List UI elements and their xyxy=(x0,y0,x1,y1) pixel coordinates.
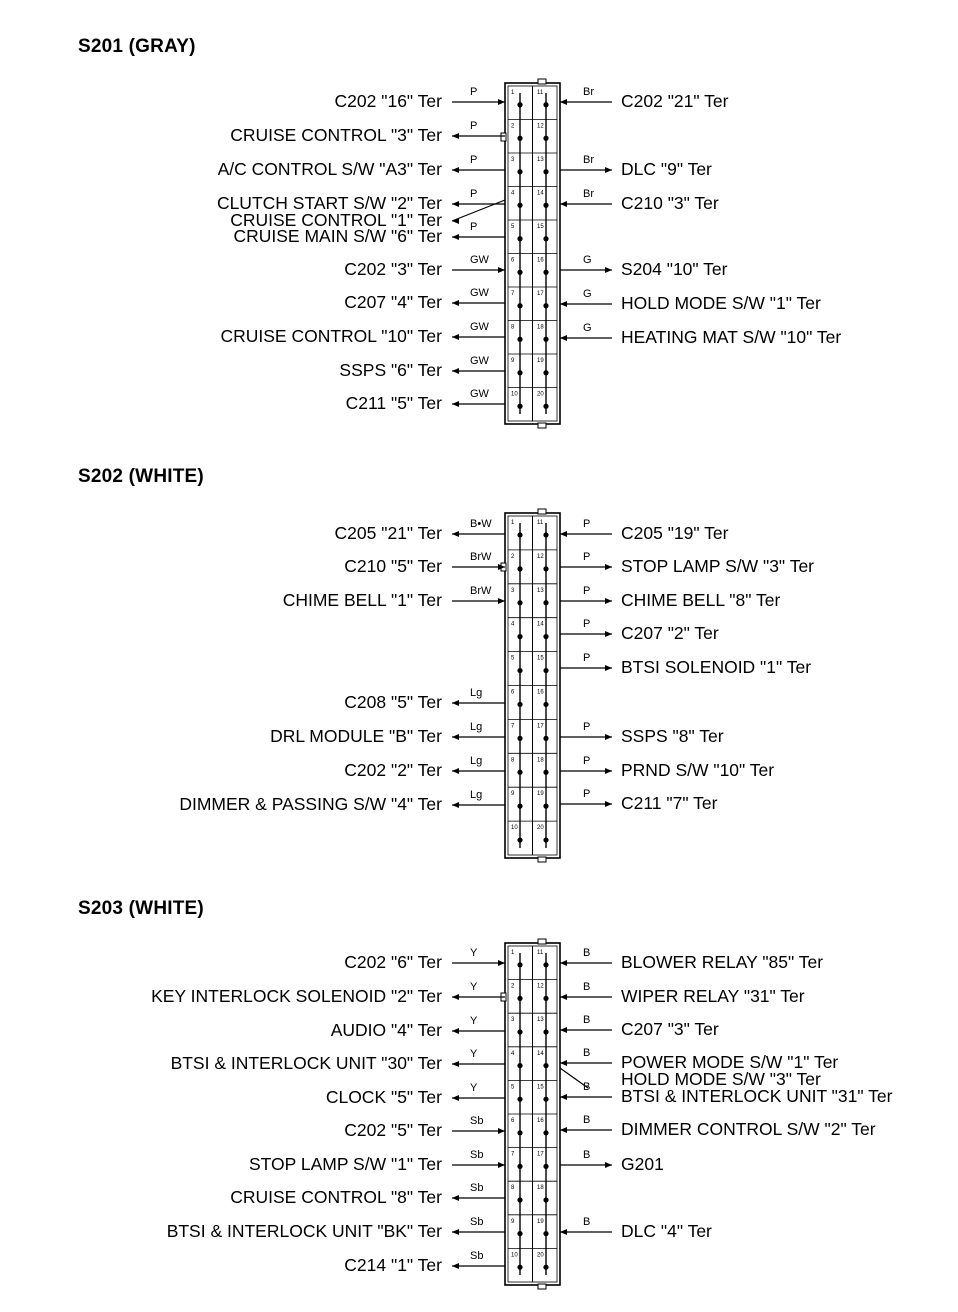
s201-right-label-2: C210 "3" Ter xyxy=(621,193,719,213)
cavity-number: 8 xyxy=(511,757,515,764)
cavity-number: 14 xyxy=(537,621,544,628)
cavity-number: 18 xyxy=(537,1185,544,1192)
s202-left-label-1: C210 "5" Ter xyxy=(344,556,442,576)
s203-right-label-1: WIPER RELAY "31" Ter xyxy=(621,986,805,1006)
arrow-out-icon xyxy=(452,531,459,537)
cavity-number: 19 xyxy=(537,791,544,798)
cavity-number: 10 xyxy=(511,825,518,832)
wire-color-code: B xyxy=(583,1047,591,1059)
arrow-in-icon xyxy=(560,301,567,307)
wire-color-code: Sb xyxy=(470,1216,484,1228)
arrow-out-icon xyxy=(605,768,612,774)
s201-left-label-4: CRUISE CONTROL "1" Ter xyxy=(230,210,442,230)
wire-color-code: B xyxy=(583,1081,591,1093)
wire-color-code: Sb xyxy=(470,1149,484,1161)
s202-left-label-3: C208 "5" Ter xyxy=(344,692,442,712)
arrow-out-icon xyxy=(605,801,612,807)
arrow-out-icon xyxy=(452,1061,459,1067)
s203-left-label-4: CLOCK "5" Ter xyxy=(325,1087,442,1107)
arrow-in-icon xyxy=(498,598,505,604)
wire-color-code: GW xyxy=(470,355,489,367)
cavity-number: 11 xyxy=(537,520,544,526)
cavity-number: 12 xyxy=(537,123,544,130)
cavity-number: 4 xyxy=(511,1050,515,1057)
arrow-out-icon xyxy=(452,368,459,374)
s202-left-label-2: CHIME BELL "1" Ter xyxy=(282,590,442,610)
s201-left-label-3: CLUTCH START S/W "2" Ter xyxy=(216,193,442,213)
cavity-number: 2 xyxy=(511,983,515,990)
cavity-number: 7 xyxy=(511,291,515,297)
wire-color-code: BrW xyxy=(470,585,492,597)
s203-left-label-0: C202 "6" Ter xyxy=(344,952,442,972)
cavity-number: 13 xyxy=(537,587,544,594)
wire-color-code: Y xyxy=(470,981,478,993)
wire-color-code: Sb xyxy=(470,1250,484,1262)
cavity-number: 17 xyxy=(537,1151,544,1158)
wire-color-code: Lg xyxy=(470,721,483,733)
wire-color-code: Y xyxy=(470,1015,478,1027)
cavity-number: 15 xyxy=(537,655,544,662)
cavity-number: 19 xyxy=(537,1218,544,1225)
wire-color-code: P xyxy=(470,154,478,166)
wire-color-code: Y xyxy=(470,1048,478,1060)
wire-color-code: GW xyxy=(470,287,489,299)
cavity-number: 1 xyxy=(511,90,515,96)
cavity-number: 5 xyxy=(511,655,515,662)
arrow-in-icon xyxy=(498,1162,505,1168)
arrow-in-icon xyxy=(560,335,567,341)
s202-left-label-6: DIMMER & PASSING S/W "4" Ter xyxy=(179,794,442,814)
arrow-out-icon xyxy=(605,598,612,604)
arrow-in-icon xyxy=(560,99,567,105)
connector-s201-latch-bottom xyxy=(538,423,546,428)
arrow-out-icon xyxy=(452,1263,459,1269)
cavity-number: 20 xyxy=(537,391,544,398)
wire-color-code: GW xyxy=(470,388,489,400)
arrow-in-icon xyxy=(560,201,567,207)
arrow-in-icon xyxy=(560,960,567,966)
cavity-number: 9 xyxy=(511,791,515,798)
wire-color-code: B xyxy=(583,1114,591,1126)
cavity-number: 17 xyxy=(537,291,544,297)
arrow-out-icon xyxy=(452,734,459,740)
wire-color-code: P xyxy=(583,551,591,563)
arrow-out-icon xyxy=(452,234,459,240)
cavity-number: 1 xyxy=(511,950,515,956)
s202-left-label-4: DRL MODULE "B" Ter xyxy=(270,726,442,746)
cavity-number: 4 xyxy=(511,621,515,628)
s203-right-label-8: DLC "4" Ter xyxy=(621,1221,712,1241)
arrow-out-icon xyxy=(452,334,459,340)
connector-s202-latch-bottom xyxy=(538,857,546,862)
s201-left-label-1: CRUISE CONTROL "3" Ter xyxy=(230,125,442,145)
section-title-s202: S202 (WHITE) xyxy=(78,466,204,487)
cavity-number: 11 xyxy=(537,950,544,956)
connector-s201-latch xyxy=(538,79,546,84)
cavity-number: 14 xyxy=(537,1050,544,1057)
wire-color-code: G xyxy=(583,322,592,334)
arrow-out-icon xyxy=(452,994,459,1000)
s203-left-label-8: BTSI & INTERLOCK UNIT "BK" Ter xyxy=(166,1221,442,1241)
wire-color-code: P xyxy=(583,652,591,664)
connector-s203-latch-bottom xyxy=(538,1284,546,1289)
wire-color-code: Y xyxy=(470,1082,478,1094)
cavity-number: 7 xyxy=(511,723,515,730)
wire-color-code: P xyxy=(583,788,591,800)
arrow-out-icon xyxy=(605,167,612,173)
cavity-number: 4 xyxy=(511,190,515,197)
wire-color-code: Br xyxy=(583,86,594,98)
arrow-out-icon xyxy=(605,1162,612,1168)
s203-left-label-3: BTSI & INTERLOCK UNIT "30" Ter xyxy=(170,1053,442,1073)
arrow-out-icon xyxy=(605,564,612,570)
arrow-in-icon xyxy=(498,960,505,966)
wire-color-code: Br xyxy=(583,154,594,166)
cavity-number: 2 xyxy=(511,123,515,130)
wire-color-code: P xyxy=(470,221,478,233)
cavity-number: 20 xyxy=(537,825,544,832)
s201-left-label-0: C202 "16" Ter xyxy=(334,91,442,111)
wire-color-code: G xyxy=(583,288,592,300)
cavity-number: 8 xyxy=(511,1185,515,1192)
s202-left-label-5: C202 "2" Ter xyxy=(344,760,442,780)
wire-color-code: B xyxy=(583,947,591,959)
s202-right-label-2: CHIME BELL "8" Ter xyxy=(621,590,781,610)
s202-right-label-6: PRND S/W "10" Ter xyxy=(621,760,775,780)
wire-color-code: P xyxy=(583,618,591,630)
s202-left-label-0: C205 "21" Ter xyxy=(334,523,442,543)
s202-right-label-0: C205 "19" Ter xyxy=(621,523,729,543)
arrow-in-icon xyxy=(560,1094,567,1100)
s203-right-label-7: G201 xyxy=(621,1154,664,1174)
s203-right-label-6: DIMMER CONTROL S/W "2" Ter xyxy=(621,1119,876,1139)
cavity-number: 3 xyxy=(511,1017,515,1024)
cavity-number: 6 xyxy=(511,257,515,264)
arrow-out-icon xyxy=(452,167,459,173)
s201-right-label-3: S204 "10" Ter xyxy=(621,259,728,279)
s203-left-label-5: C202 "5" Ter xyxy=(344,1120,442,1140)
arrow-out-icon xyxy=(452,1028,459,1034)
wire-color-code: Lg xyxy=(470,755,483,767)
s201-left-label-9: SSPS "6" Ter xyxy=(339,360,442,380)
s203-left-label-2: AUDIO "4" Ter xyxy=(330,1020,442,1040)
s201-left-label-10: C211 "5" Ter xyxy=(345,393,442,413)
wire-color-code: Lg xyxy=(470,687,483,699)
wire-color-code: P xyxy=(583,721,591,733)
arrow-in-icon xyxy=(560,1027,567,1033)
arrow-in-icon xyxy=(560,1127,567,1133)
connector-s201-key xyxy=(501,133,506,141)
s202-right-label-3: C207 "2" Ter xyxy=(621,623,719,643)
s201-right-label-5: HEATING MAT S/W "10" Ter xyxy=(621,327,842,347)
s202-right-label-7: C211 "7" Ter xyxy=(621,793,718,813)
section-title-s201: S201 (GRAY) xyxy=(78,36,196,57)
arrow-out-icon xyxy=(452,700,459,706)
cavity-number: 16 xyxy=(537,689,544,696)
wire-color-code: BrW xyxy=(470,551,492,563)
s202-right-label-4: BTSI SOLENOID "1" Ter xyxy=(621,657,812,677)
cavity-number: 9 xyxy=(511,1218,515,1225)
wire-color-code: B xyxy=(583,981,591,993)
cavity-number: 16 xyxy=(537,257,544,264)
cavity-number: 10 xyxy=(511,1252,518,1259)
wire-color-code: P xyxy=(470,86,478,98)
wire-color-code: B xyxy=(583,1149,591,1161)
wire-color-code: B•W xyxy=(470,518,492,530)
arrow-out-icon xyxy=(452,1195,459,1201)
wire-color-code: B xyxy=(583,1216,591,1228)
wire-color-code: GW xyxy=(470,254,489,266)
wire-color-code: P xyxy=(583,755,591,767)
s203-right-label-4: HOLD MODE S/W "3" Ter xyxy=(621,1069,821,1089)
section-title-s203: S203 (WHITE) xyxy=(78,898,204,919)
cavity-number: 9 xyxy=(511,358,515,364)
cavity-number: 13 xyxy=(537,157,544,163)
cavity-number: 18 xyxy=(537,757,544,764)
cavity-number: 5 xyxy=(511,1084,515,1091)
cavity-number: 6 xyxy=(511,689,515,696)
connector-s203-latch xyxy=(538,939,546,944)
connector-s202-latch xyxy=(538,509,546,514)
arrow-out-icon xyxy=(452,133,459,139)
cavity-number: 15 xyxy=(537,224,544,230)
wire-color-code: P xyxy=(470,188,478,200)
cavity-number: 20 xyxy=(537,1252,544,1259)
arrow-out-icon xyxy=(605,267,612,273)
s201-right-label-4: HOLD MODE S/W "1" Ter xyxy=(621,293,821,313)
arrow-in-icon xyxy=(498,99,505,105)
cavity-number: 16 xyxy=(537,1118,544,1124)
s201-right-label-0: C202 "21" Ter xyxy=(621,91,729,111)
cavity-number: 15 xyxy=(537,1084,544,1091)
cavity-number: 2 xyxy=(511,553,515,560)
arrow-out-icon xyxy=(452,802,459,808)
arrow-out-icon xyxy=(452,1095,459,1101)
cavity-number: 12 xyxy=(537,553,544,560)
wire-color-code: GW xyxy=(470,321,489,333)
cavity-number: 18 xyxy=(537,324,544,331)
s201-right-label-1: DLC "9" Ter xyxy=(621,159,712,179)
s201-left-label-5: CRUISE MAIN S/W "6" Ter xyxy=(233,226,442,246)
cavity-number: 6 xyxy=(511,1118,515,1124)
arrow-out-icon xyxy=(452,218,459,224)
wire-color-code: Sb xyxy=(470,1115,484,1127)
arrow-in-icon xyxy=(498,267,505,273)
s203-right-label-2: C207 "3" Ter xyxy=(621,1019,719,1039)
cavity-number: 7 xyxy=(511,1151,515,1158)
arrow-out-icon xyxy=(452,401,459,407)
wire-color-code: Br xyxy=(583,188,594,200)
arrow-out-icon xyxy=(452,1229,459,1235)
s201-left-label-6: C202 "3" Ter xyxy=(344,259,442,279)
cavity-number: 19 xyxy=(537,358,544,364)
wire-line xyxy=(452,200,505,221)
cavity-number: 14 xyxy=(537,190,544,197)
cavity-number: 3 xyxy=(511,157,515,163)
cavity-number: 5 xyxy=(511,224,515,230)
cavity-number: 12 xyxy=(537,983,544,990)
wire-color-code: B xyxy=(583,1014,591,1026)
cavity-number: 13 xyxy=(537,1017,544,1024)
arrow-out-icon xyxy=(605,665,612,671)
s201-left-label-7: C207 "4" Ter xyxy=(344,292,442,312)
s203-right-label-0: BLOWER RELAY "85" Ter xyxy=(621,952,824,972)
s203-right-label-3: POWER MODE S/W "1" Ter xyxy=(621,1052,839,1072)
s201-left-label-8: CRUISE CONTROL "10" Ter xyxy=(220,326,442,346)
s203-left-label-6: STOP LAMP S/W "1" Ter xyxy=(248,1154,442,1174)
wire-color-code: Lg xyxy=(470,789,483,801)
arrow-in-icon xyxy=(560,994,567,1000)
arrow-in-icon xyxy=(560,1060,567,1066)
arrow-in-icon xyxy=(560,1229,567,1235)
wire-color-code: Y xyxy=(470,947,478,959)
arrow-out-icon xyxy=(452,768,459,774)
wire-color-code: P xyxy=(583,518,591,530)
s202-right-label-5: SSPS "8" Ter xyxy=(621,726,724,746)
s203-left-label-1: KEY INTERLOCK SOLENOID "2" Ter xyxy=(151,986,442,1006)
cavity-number: 17 xyxy=(537,723,544,730)
cavity-number: 10 xyxy=(511,391,518,398)
wire-color-code: G xyxy=(583,254,592,266)
arrow-out-icon xyxy=(605,631,612,637)
arrow-out-icon xyxy=(452,201,459,207)
cavity-number: 11 xyxy=(537,90,544,96)
s202-right-label-1: STOP LAMP S/W "3" Ter xyxy=(621,556,815,576)
s201-left-label-2: A/C CONTROL S/W "A3" Ter xyxy=(217,159,442,179)
arrow-in-icon xyxy=(560,531,567,537)
arrow-in-icon xyxy=(498,1128,505,1134)
s203-left-label-9: C214 "1" Ter xyxy=(344,1255,442,1275)
cavity-number: 3 xyxy=(511,587,515,594)
wire-color-code: P xyxy=(470,120,478,132)
wire-color-code: P xyxy=(583,585,591,597)
arrow-out-icon xyxy=(605,734,612,740)
arrow-out-icon xyxy=(452,300,459,306)
cavity-number: 8 xyxy=(511,324,515,331)
s203-left-label-7: CRUISE CONTROL "8" Ter xyxy=(230,1187,442,1207)
wire-color-code: Sb xyxy=(470,1182,484,1194)
s203-right-label-5: BTSI & INTERLOCK UNIT "31" Ter xyxy=(621,1086,893,1106)
cavity-number: 1 xyxy=(511,520,515,526)
